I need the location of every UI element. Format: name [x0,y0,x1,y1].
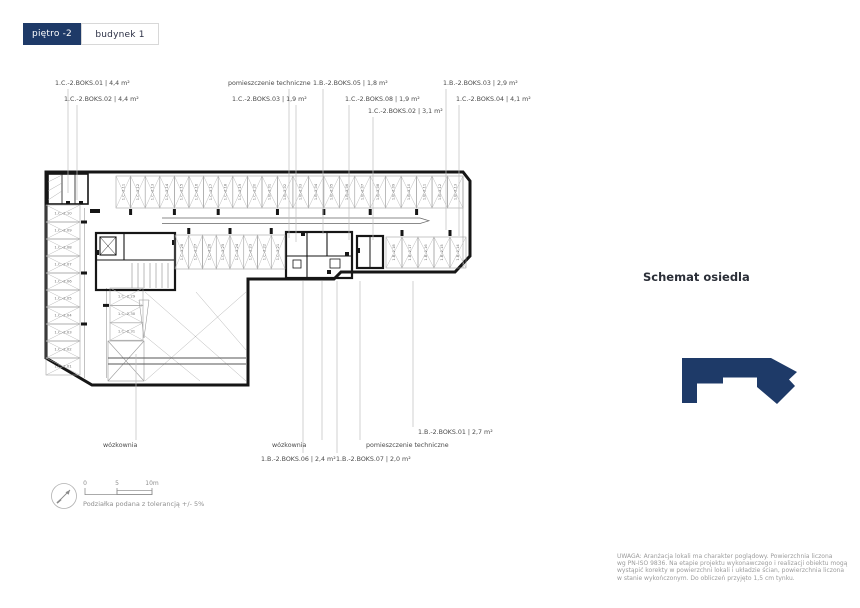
stall-1.B.-2.17 [401,230,419,268]
building-outline [46,172,470,385]
stall-1.C.-2.06 [46,272,87,291]
scale-note: Podziałka podana z tolerancją +/- 5% [83,500,205,508]
stall-label: 1.C.-2.30 [117,311,136,317]
stall-label: 1.C.-2.07 [54,261,72,267]
annotation-label: 1.C.-2.BOKS.01 | 4,4 m² [55,80,130,87]
stall-label: 1.C.-2.24 [234,243,239,261]
annotation-label: 1.C.-2.BOKS.04 | 4,1 m² [456,96,531,103]
stall-label: 1.C.-2.26 [207,243,212,261]
stall-1.C.-2.25 [216,235,230,269]
schematic-title: Schemat osiedla [643,270,750,284]
annotation-label: 1.B.-2.BOKS.06 | 2,4 m² [261,456,336,463]
stall-label: 1.C.-2.17 [208,183,213,201]
stall-1.C.-2.24 [229,228,244,269]
annotation [456,96,531,236]
stall-1.B.-2.06 [339,176,354,208]
stall-label: 1.C.-2.11 [121,183,126,201]
annotation [368,108,443,240]
stall-1.C.-2.23 [244,235,258,269]
stall-1.C.-2.22 [258,235,272,269]
annotation-label: wózkownia [272,442,307,449]
stall-label: 1.B.-2.17 [408,244,412,261]
stall-label: 1.C.-2.22 [262,243,267,261]
stall-label: 1.C.-2.08 [54,244,72,250]
stall-label: 1.B.-2.16 [424,244,428,261]
tab-pietro--2[interactable]: piętro -2 [23,23,81,45]
stall-label: 1.B.-2.10 [406,183,411,201]
stall-label: 1.C.-2.15 [179,183,184,201]
stall-1.C.-2.02 [46,341,80,358]
annotation-label: 1.C.-2.BOKS.03 | 1,9 m² [232,96,307,103]
stall-label: 1.C.-2.10 [54,210,72,216]
estate-schematic-shape[interactable] [682,358,797,404]
annotation [413,281,493,436]
annotation [360,281,449,449]
stall-1.C.-2.18 [217,176,233,215]
stall-label: 1.C.-2.28 [179,243,184,261]
stall-1.C.-2.16 [189,176,204,208]
stall-1.C.-2.17 [204,176,219,208]
annotation-label: pomieszczenie techniczne [366,442,449,449]
stall-label: 1.C.-2.06 [54,278,72,284]
stall-label: 1.B.-2.05 [329,183,334,201]
stall-1.C.-2.27 [187,228,202,269]
stall-1.B.-2.13 [448,176,463,208]
stall-label: 1.C.-2.05 [54,295,72,301]
stall-label: 1.C.-2.12 [135,183,140,201]
annotation [261,281,336,463]
stall-1.B.-2.08 [369,176,386,215]
stall-1.B.-2.10 [401,176,416,208]
annotation [232,96,307,242]
disclaimer [617,553,852,582]
stall-label: 1.C.-2.13 [150,183,155,201]
stall-1.C.-2.11 [116,176,131,208]
stall-label: 1.C.-2.09 [54,227,72,233]
wozkownia-room [108,341,144,381]
stall-label: 1.C.-2.20 [252,183,257,201]
stall-1.C.-2.26 [203,235,217,269]
stall-label: 1.B.-2.06 [345,183,350,201]
stall-1.B.-2.16 [418,237,434,268]
stall-label: 1.C.-2.23 [248,243,253,261]
stall-1.C.-2.31 [110,323,143,340]
stall-1.C.-2.01 [46,358,80,375]
annotation [228,80,311,238]
stall-label: 1.C.-2.19 [238,183,243,201]
storage-rooms-top-left [48,174,100,213]
stall-1.C.-2.03 [46,323,87,342]
stall-1.B.-2.02 [276,176,293,215]
annotation-label: 1.B.-2.BOKS.07 | 2,0 m² [336,456,411,463]
stall-1.B.-2.07 [355,176,370,208]
annotation-label: 1.C.-2.BOKS.08 | 1,9 m² [345,96,420,103]
scale-tick-10m: 10m [145,480,159,487]
stall-1.C.-2.19 [233,176,248,208]
annotation-label: wózkownia [103,442,138,449]
annotation [272,281,322,449]
stall-1.B.-2.05 [322,176,339,215]
stall-label: 1.B.-2.03 [298,183,303,201]
stall-label: 1.B.-2.18 [392,244,396,261]
stall-label: 1.C.-2.21 [276,243,281,261]
stall-label: 1.C.-2.27 [193,243,198,261]
annotation-label: 1.B.-2.BOKS.01 | 2,7 m² [418,429,493,436]
stall-label: 1.B.-2.12 [437,183,442,201]
stall-1.C.-2.07 [46,256,80,273]
technical-room-right [357,236,383,268]
scale-bar [83,480,159,495]
stall-label: 1.B.-2.08 [375,183,380,201]
stall-1.C.-2.21 [270,228,285,269]
stall-label: 1.C.-2.14 [165,183,170,201]
stall-1.C.-2.12 [129,176,145,215]
scale-tick-0: 0 [83,480,87,487]
stall-label: 1.B.-2.04 [314,183,319,201]
stall-1.C.-2.08 [46,239,80,256]
compass-icon [52,484,77,509]
disclaimer-line: wg PN-ISO 9836. Na etapie projektu wykonawczego i realizacji obiektu mogą [617,560,848,568]
stall-1.C.-2.13 [145,176,160,208]
tab-budynek-1[interactable]: budynek 1 [81,23,159,45]
stall-1.B.-2.15 [434,237,450,268]
stall-label: 1.C.-2.03 [54,329,72,335]
stall-label: 1.B.-2.07 [360,183,365,201]
stall-1.C.-2.15 [173,176,189,215]
parking-stalls [46,176,466,375]
stall-1.C.-2.10 [46,205,80,222]
annotation [336,281,411,463]
stall-1.B.-2.11 [415,176,432,215]
stall-label: 1.C.-2.04 [54,312,72,318]
stall-label: 1.C.-2.29 [117,293,136,299]
disclaimer-line: w stanie wykończonym. Do obliczeń przyjęto 1,5 cm tynku. [617,574,795,582]
disclaimer-line: UWAGA: Aranżacja lokali ma charakter poglądowy. Powierzchnia liczona [617,553,833,560]
stall-label: 1.B.-2.13 [453,183,458,201]
stall-label: 1.B.-2.11 [422,183,427,201]
annotation [345,96,420,240]
annotation-label: 1.C.-2.BOKS.02 | 4,4 m² [64,96,139,103]
stall-label: 1.C.-2.31 [117,328,136,334]
stall-label: 1.B.-2.15 [440,244,444,261]
stall-1.B.-2.01 [262,176,277,208]
stall-1.B.-2.09 [386,176,401,208]
stall-label: 1.B.-2.02 [283,183,288,201]
stair-core [96,233,175,290]
stall-label: 1.C.-2.18 [223,183,228,201]
annotation-label: 1.B.-2.BOKS.03 | 2,9 m² [443,80,518,87]
annotation-label: 1.B.-2.BOKS.05 | 1,8 m² [313,80,388,87]
plan-annotations [55,80,531,463]
stall-1.C.-2.20 [247,176,262,208]
disclaimer-line: wystąpić korekty w powierzchni lokali i układzie ścian, powierzchnia liczona [617,567,845,575]
scale-tick-5: 5 [115,480,119,487]
stall-1.C.-2.28 [175,235,189,269]
stall-1.C.-2.14 [160,176,175,208]
stall-1.B.-2.18 [386,237,402,268]
stall-1.C.-2.05 [46,290,80,307]
stall-label: 1.B.-2.09 [391,183,396,201]
stall-1.C.-2.30 [103,304,143,323]
annotation-label: 1.C.-2.BOKS.02 | 3,1 m² [368,108,443,115]
ramp-arrow [139,300,149,338]
drive-lane-marking [162,218,429,224]
stall-1.B.-2.12 [432,176,447,208]
stall-label: 1.C.-2.01 [54,363,72,369]
annotation-label: pomieszczenie techniczne [228,80,311,87]
stall-1.C.-2.09 [46,221,87,240]
stall-label: 1.B.-2.14 [456,244,460,261]
stall-label: 1.C.-2.16 [194,183,199,201]
stall-1.B.-2.03 [293,176,308,208]
stall-1.C.-2.04 [46,307,80,324]
stall-1.B.-2.04 [308,176,323,208]
stall-label: 1.C.-2.02 [54,346,72,352]
stall-label: 1.C.-2.25 [221,243,226,261]
stall-label: 1.B.-2.01 [267,183,272,201]
